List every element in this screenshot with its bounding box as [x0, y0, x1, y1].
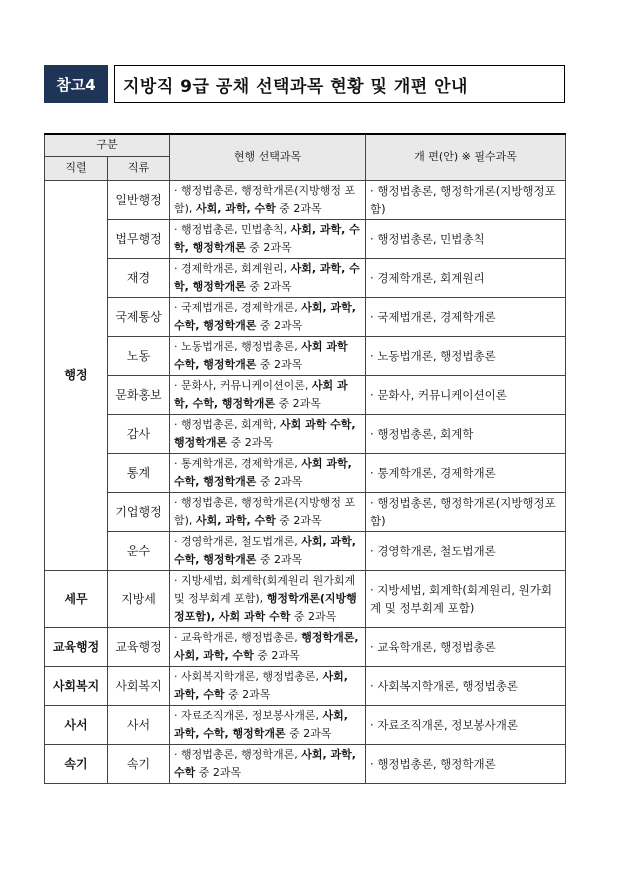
reform-subjects-cell: · 국제법개론, 경제학개론: [366, 297, 566, 336]
table-row: [45, 453, 566, 492]
table-row: [45, 258, 566, 297]
table-row: [45, 180, 566, 219]
header-series: 직렬: [45, 156, 108, 180]
section-header: [44, 65, 565, 103]
series-cell: 속기: [45, 744, 108, 783]
reform-subjects-cell: · 경영학개론, 철도법개론: [366, 531, 566, 570]
reform-subjects-cell: · 행정법총론, 회계학: [366, 414, 566, 453]
class-cell: 노동: [108, 336, 170, 375]
current-subjects-cell: · 교육학개론, 행정법총론, 행정학개론, 사회, 과학, 수학 중 2과목: [170, 627, 366, 666]
table-row: [45, 705, 566, 744]
current-subjects-cell: · 행정법총론, 행정학개론(지방행정 포함), 사회, 과학, 수학 중 2과목: [170, 180, 366, 219]
table-row: [45, 570, 566, 627]
reform-subjects-cell: · 교육학개론, 행정법총론: [366, 627, 566, 666]
class-cell: 운수: [108, 531, 170, 570]
table-row: [45, 336, 566, 375]
series-cell: 세무: [45, 570, 108, 627]
class-cell: 지방세: [108, 570, 170, 627]
table-row: [45, 492, 566, 531]
class-cell: 문화홍보: [108, 375, 170, 414]
series-cell: 사회복지: [45, 666, 108, 705]
class-cell: 속기: [108, 744, 170, 783]
reform-subjects-cell: · 행정법총론, 행정학개론: [366, 744, 566, 783]
class-cell: 교육행정: [108, 627, 170, 666]
reform-subjects-cell: · 경제학개론, 회계원리: [366, 258, 566, 297]
current-subjects-cell: · 경영학개론, 철도법개론, 사회, 과학, 수학, 행정학개론 중 2과목: [170, 531, 366, 570]
reform-subjects-cell: · 자료조직개론, 정보봉사개론: [366, 705, 566, 744]
class-cell: 재경: [108, 258, 170, 297]
class-cell: 사회복지: [108, 666, 170, 705]
header-reform: 개 편(안) ※ 필수과목: [366, 134, 566, 180]
class-cell: 국제통상: [108, 297, 170, 336]
subjects-table: [44, 133, 566, 784]
series-cell: 행정: [45, 180, 108, 570]
header-class: 직류: [108, 156, 170, 180]
header-current: 현행 선택과목: [170, 134, 366, 180]
current-subjects-cell: · 행정법총론, 행정학개론, 사회, 과학, 수학 중 2과목: [170, 744, 366, 783]
reform-subjects-cell: · 행정법총론, 행정학개론(지방행정포함): [366, 180, 566, 219]
series-cell: 교육행정: [45, 627, 108, 666]
table-row: [45, 744, 566, 783]
table-row: [45, 414, 566, 453]
current-subjects-cell: · 문화사, 커뮤니케이션이론, 사회 과학, 수학, 행정학개론 중 2과목: [170, 375, 366, 414]
reform-subjects-cell: · 행정법총론, 민법총칙: [366, 219, 566, 258]
reform-subjects-cell: · 사회복지학개론, 행정법총론: [366, 666, 566, 705]
current-subjects-cell: · 자료조직개론, 정보봉사개론, 사회, 과학, 수학, 행정학개론 중 2과목: [170, 705, 366, 744]
reform-subjects-cell: · 지방세법, 회계학(회계원리, 원가회계 및 정부회계 포함): [366, 570, 566, 627]
current-subjects-cell: · 행정법총론, 행정학개론(지방행정 포함), 사회, 과학, 수학 중 2과목: [170, 492, 366, 531]
class-cell: 법무행정: [108, 219, 170, 258]
class-cell: 일반행정: [108, 180, 170, 219]
reform-subjects-cell: · 행정법총론, 행정학개론(지방행정포함): [366, 492, 566, 531]
class-cell: 통계: [108, 453, 170, 492]
table-row: [45, 219, 566, 258]
table-row: [45, 627, 566, 666]
reference-badge: 참고4: [44, 65, 108, 103]
class-cell: 감사: [108, 414, 170, 453]
table-row: [45, 666, 566, 705]
table-row: [45, 375, 566, 414]
current-subjects-cell: · 행정법총론, 회계학, 사회 과학 수학, 행정학개론 중 2과목: [170, 414, 366, 453]
current-subjects-cell: · 국제법개론, 경제학개론, 사회, 과학, 수학, 행정학개론 중 2과목: [170, 297, 366, 336]
reform-subjects-cell: · 통계학개론, 경제학개론: [366, 453, 566, 492]
reform-subjects-cell: · 노동법개론, 행정법총론: [366, 336, 566, 375]
series-cell: 사서: [45, 705, 108, 744]
class-cell: 사서: [108, 705, 170, 744]
table-row: [45, 297, 566, 336]
reform-subjects-cell: · 문화사, 커뮤니케이션이론: [366, 375, 566, 414]
current-subjects-cell: · 통계학개론, 경제학개론, 사회 과학, 수학, 행정학개론 중 2과목: [170, 453, 366, 492]
current-subjects-cell: · 노동법개론, 행정법총론, 사회 과학 수학, 행정학개론 중 2과목: [170, 336, 366, 375]
current-subjects-cell: · 행정법총론, 민법총칙, 사회, 과학, 수학, 행정학개론 중 2과목: [170, 219, 366, 258]
current-subjects-cell: · 지방세법, 회계학(회계원리 원가회계 및 정부회계 포함), 행정학개론(지방행정포함), 사회 과학 수학 중 2과목: [170, 570, 366, 627]
table-row: [45, 531, 566, 570]
header-group: 구분: [45, 134, 170, 156]
page-title: 지방직 9급 공채 선택과목 현황 및 개편 안내: [114, 65, 565, 103]
class-cell: 기업행정: [108, 492, 170, 531]
current-subjects-cell: · 사회복지학개론, 행정법총론, 사회, 과학, 수학 중 2과목: [170, 666, 366, 705]
current-subjects-cell: · 경제학개론, 회계원리, 사회, 과학, 수학, 행정학개론 중 2과목: [170, 258, 366, 297]
